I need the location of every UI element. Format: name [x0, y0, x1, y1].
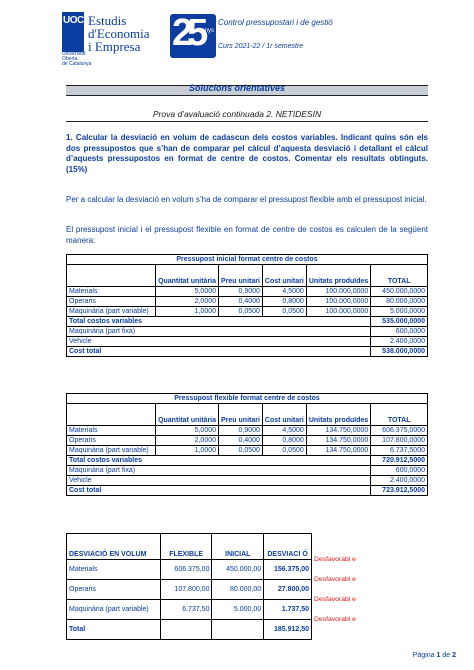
table-cell: 2,0000	[156, 297, 219, 307]
table-cell: 100.000,0000	[306, 307, 371, 317]
table-cell: 5.000,00	[212, 600, 264, 620]
table-row	[67, 600, 312, 620]
table-cell: Maquinària (part fixa)	[67, 327, 371, 337]
table-cell: 450.000,0000	[371, 287, 428, 297]
table-row	[67, 426, 428, 436]
total-value: 538.000,0000	[371, 347, 428, 357]
footer-prefix: Pàgina	[412, 652, 437, 659]
verdict-label: Desfavorabl e	[314, 616, 356, 623]
table-cell: 185.912,50	[264, 620, 312, 640]
flexible-budget-table	[66, 393, 428, 496]
page-footer	[413, 652, 456, 659]
table-cell: 100.000,0000	[306, 297, 371, 307]
table-cell: Operaris	[67, 297, 156, 307]
table-header	[67, 404, 156, 426]
table-header: DESVIACI Ó	[264, 534, 312, 560]
uoc-logo-name	[88, 14, 150, 53]
anniversary-logo	[170, 14, 216, 58]
table-header: Cost unitari	[262, 265, 306, 287]
table-row	[67, 327, 428, 337]
logo-small-line: de Catalunya	[62, 61, 92, 67]
table-cell: 107.800,0000	[371, 436, 428, 446]
table-cell: 0,4000	[219, 297, 263, 307]
table-row	[67, 560, 312, 580]
table-cell: Vehicle	[67, 476, 371, 486]
subtotal-label: Total costos variables	[67, 456, 371, 466]
table-cell: 80.000,00	[212, 580, 264, 600]
table-cell: 2.400,0000	[371, 476, 428, 486]
table-header: Quantitat unitària	[156, 404, 219, 426]
table-cell: 134.750,0000	[306, 446, 371, 456]
table-header: Preu unitari	[219, 404, 263, 426]
table-row	[67, 287, 428, 297]
table-cell: Materials	[67, 287, 156, 297]
table-cell: 606.375,0000	[371, 426, 428, 436]
table-header: INICIAL	[212, 534, 264, 560]
total-row	[67, 486, 428, 496]
table-cell	[212, 620, 264, 640]
verdict-label: Desfavorabl e	[314, 576, 356, 583]
table-cell: 134.750,0000	[306, 426, 371, 436]
table-cell: Materials	[67, 560, 161, 580]
table-cell: 1,0000	[156, 446, 219, 456]
uoc-logo-small	[62, 52, 91, 67]
table-cell: 0,9000	[219, 287, 263, 297]
section-title: Solucions orientatives	[188, 83, 286, 93]
table-cell: 0,0500	[262, 446, 306, 456]
table-cell: 0,4000	[219, 436, 263, 446]
table-row	[67, 580, 312, 600]
table-header: Cost unitari	[262, 404, 306, 426]
table-cell: 606.375,00	[160, 560, 212, 580]
table-cell: 1,0000	[156, 307, 219, 317]
uoc-logo	[62, 12, 162, 67]
anniversary-word: anys	[201, 28, 214, 34]
table-cell: 450.000,00	[212, 560, 264, 580]
table-cell: Maquinària (part variable)	[67, 600, 161, 620]
logo-small-line: Oberta	[62, 56, 78, 62]
table-cell: 600,0000	[371, 466, 428, 476]
table-header: Unitats produïdes	[306, 265, 371, 287]
anniversary-number: 25	[172, 14, 203, 54]
subtotal-label: Total costos variables	[67, 317, 371, 327]
current-page: 1	[436, 652, 441, 659]
table-header: Quantitat unitària	[156, 265, 219, 287]
total-label: Cost total	[67, 347, 371, 357]
table-row	[67, 446, 428, 456]
logo-name-line: i Empresa	[88, 39, 141, 54]
table-cell: 2.400,0000	[371, 337, 428, 347]
header-subtitle: Curs 2021-22 / 1r semestre	[218, 43, 304, 50]
table-cell: Maquinària (part variable)	[67, 307, 156, 317]
table-cell: 134.750,0000	[306, 436, 371, 446]
table-cell: 27.800,00	[264, 580, 312, 600]
table-row	[67, 337, 428, 347]
table-row	[67, 466, 428, 476]
table-row	[67, 476, 428, 486]
table-cell: 4,5000	[262, 426, 306, 436]
table-cell: 100.000,0000	[306, 287, 371, 297]
table-cell: 0,8000	[262, 436, 306, 446]
table-cell: Materials	[67, 426, 156, 436]
table-title: Pressupost inicial format centre de costos	[67, 255, 428, 265]
verdict-label: Desfavorabl e	[314, 596, 356, 603]
table-header: Unitats produïdes	[306, 404, 371, 426]
table-row	[67, 307, 428, 317]
uoc-logo-mark	[62, 12, 84, 52]
subtotal-value: 535.000,0000	[371, 317, 428, 327]
table-cell: 5.000,0000	[371, 307, 428, 317]
table-header: FLEXIBLE	[160, 534, 212, 560]
table-cell: 600,0000	[371, 327, 428, 337]
table-cell: 2,0000	[156, 436, 219, 446]
table-cell: 107.800,00	[160, 580, 212, 600]
paragraph-2: El pressupost inicial i el pressupost flexible en format de centre de costos es calculen de la següent manera:	[66, 225, 428, 245]
total-row	[67, 347, 428, 357]
table-cell: Maquinària (part fixa)	[67, 466, 371, 476]
table-cell: 5,0000	[156, 287, 219, 297]
table-cell: Maquinària (part variable)	[67, 446, 156, 456]
table-cell: 5,0000	[156, 426, 219, 436]
table-cell	[160, 620, 212, 640]
table-header: TOTAL	[371, 265, 428, 287]
table-header	[67, 265, 156, 287]
header-title: Control pressupostari i de gestió	[218, 18, 333, 27]
table-row	[67, 297, 428, 307]
logo-small-line: Universitat	[62, 51, 86, 57]
table-cell: 6.737,5000	[371, 446, 428, 456]
verdict-label: Desfavorabl e	[314, 556, 356, 563]
table-title: Pressupost flexible format centre de costos	[67, 394, 428, 404]
table-cell: 0,0500	[219, 446, 263, 456]
table-cell: 0,0500	[262, 307, 306, 317]
table-header: DESVIACIÓ EN VOLUM	[67, 534, 161, 560]
title-rule	[66, 121, 428, 122]
logo-name-line: d'Economia	[88, 26, 150, 41]
total-pages: 2	[452, 652, 456, 659]
table-cell: 1.737,50	[264, 600, 312, 620]
table-cell: 156.375,00	[264, 560, 312, 580]
table-cell: 4,5000	[262, 287, 306, 297]
subtotal-value: 720.912,5000	[371, 456, 428, 466]
initial-budget-table	[66, 254, 428, 357]
table-cell: 0,8000	[262, 297, 306, 307]
question-text: 1. Calcular la desviació en volum de cadascun dels costos variables. Indicant quins són els dos pressupostos que s’han de comparar pel càlcul d’aquesta desviació i detallant el càlcul d’aquests pressupostos en format de centre de costos. Comentar els resultats obtinguts. (15%)	[66, 133, 428, 174]
subtotal-row	[67, 317, 428, 327]
paragraph-1: Per a calcular la desviació en volum s’ha de comparar el pressupost flexible amb el pressupost inicial.	[66, 195, 427, 204]
table-cell: 0,9000	[219, 426, 263, 436]
footer-of: de	[440, 652, 453, 659]
uoc-logo-mark-text: UOC	[63, 15, 84, 26]
table-cell: 0,0500	[219, 307, 263, 317]
verdict-column	[314, 556, 364, 636]
table-cell: Total	[67, 620, 161, 640]
document-title: Prova d’avaluació continuada 2. NETIDESIN	[152, 109, 322, 119]
table-header: Preu unitari	[219, 265, 263, 287]
total-row	[67, 620, 312, 640]
table-header: TOTAL	[371, 404, 428, 426]
table-cell: 6.737,50	[160, 600, 212, 620]
table-cell: 80.000,0000	[371, 297, 428, 307]
table-row	[67, 436, 428, 446]
subtotal-row	[67, 456, 428, 466]
logo-name-line: Estudis	[88, 13, 127, 28]
table-cell: Operaris	[67, 436, 156, 446]
volume-deviation-table	[66, 533, 312, 640]
total-value: 723.912,5000	[371, 486, 428, 496]
table-cell: Vehicle	[67, 337, 371, 347]
table-cell: Operaris	[67, 580, 161, 600]
total-label: Cost total	[67, 486, 371, 496]
